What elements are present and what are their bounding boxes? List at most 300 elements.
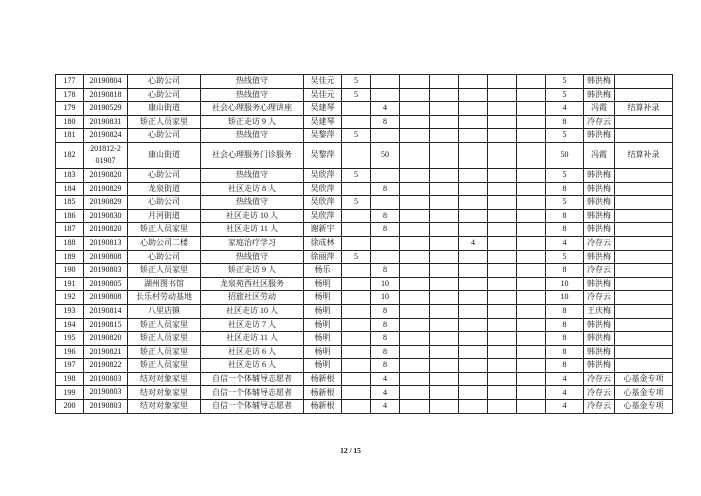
cell-hours-3 bbox=[400, 250, 430, 264]
cell-hours-6 bbox=[488, 264, 517, 278]
cell-hours-3 bbox=[400, 223, 430, 237]
cell-hours-2 bbox=[371, 196, 400, 210]
cell-volunteer: 杨明 bbox=[304, 304, 342, 318]
cell-hours-3 bbox=[400, 332, 430, 346]
cell-hours-7 bbox=[517, 209, 546, 223]
cell-date bbox=[84, 291, 128, 305]
cell-hours-4 bbox=[430, 291, 459, 305]
cell-date bbox=[84, 115, 128, 129]
date-text: 20190803 bbox=[89, 401, 122, 411]
date-text: 20190803 bbox=[89, 265, 122, 275]
table-row bbox=[56, 168, 673, 182]
cell-hours-4 bbox=[430, 168, 459, 182]
cell-hours-6 bbox=[488, 88, 517, 102]
cell-location: 矫正人员家里 bbox=[128, 359, 201, 373]
cell-remark: 结算补录 bbox=[615, 142, 673, 168]
cell-total: 8 bbox=[546, 209, 584, 223]
date-text: 20190820 bbox=[89, 224, 122, 234]
cell-hours-5 bbox=[459, 75, 488, 89]
cell-hours-5 bbox=[459, 264, 488, 278]
cell-hours-5 bbox=[459, 88, 488, 102]
cell-remark bbox=[615, 75, 673, 89]
cell-date bbox=[84, 236, 128, 250]
table-row bbox=[56, 264, 673, 278]
table-row bbox=[56, 209, 673, 223]
table-row bbox=[56, 223, 673, 237]
cell-hours-1 bbox=[342, 400, 371, 414]
cell-total: 5 bbox=[546, 129, 584, 143]
cell-hours-6 bbox=[488, 277, 517, 291]
cell-total: 4 bbox=[546, 236, 584, 250]
cell-hours-1 bbox=[342, 277, 371, 291]
cell-location: 心助公司 bbox=[128, 88, 201, 102]
cell-content: 自信一个体辅导志愿者 bbox=[201, 400, 304, 414]
cell-reviewer: 韩洪梅 bbox=[584, 345, 615, 359]
cell-hours-1 bbox=[342, 372, 371, 386]
cell-hours-5 bbox=[459, 102, 488, 116]
cell-hours-6 bbox=[488, 182, 517, 196]
cell-volunteer: 吴欣萍 bbox=[304, 182, 342, 196]
table-row bbox=[56, 345, 673, 359]
cell-hours-2: 4 bbox=[371, 372, 400, 386]
cell-total: 8 bbox=[546, 182, 584, 196]
table-row bbox=[56, 250, 673, 264]
cell-date bbox=[84, 264, 128, 278]
cell-volunteer: 杨乐 bbox=[304, 264, 342, 278]
cell-hours-7 bbox=[517, 250, 546, 264]
cell-hours-7 bbox=[517, 236, 546, 250]
cell-remark bbox=[615, 291, 673, 305]
table-row bbox=[56, 236, 673, 250]
cell-no: 191 bbox=[56, 277, 84, 291]
cell-hours-1 bbox=[342, 115, 371, 129]
cell-hours-1 bbox=[342, 102, 371, 116]
cell-hours-4 bbox=[430, 250, 459, 264]
cell-content: 社区走访 10 人 bbox=[201, 304, 304, 318]
cell-hours-6 bbox=[488, 345, 517, 359]
cell-hours-6 bbox=[488, 115, 517, 129]
cell-location: 矫正人员家里 bbox=[128, 264, 201, 278]
cell-remark bbox=[615, 115, 673, 129]
cell-no: 198 bbox=[56, 372, 84, 386]
cell-total: 8 bbox=[546, 318, 584, 332]
cell-hours-6 bbox=[488, 209, 517, 223]
cell-hours-1 bbox=[342, 209, 371, 223]
cell-volunteer: 吴佳元 bbox=[304, 88, 342, 102]
table-row bbox=[56, 318, 673, 332]
cell-volunteer: 杨明 bbox=[304, 332, 342, 346]
cell-no: 188 bbox=[56, 236, 84, 250]
cell-date bbox=[84, 386, 128, 400]
cell-date bbox=[84, 318, 128, 332]
cell-total: 5 bbox=[546, 196, 584, 210]
cell-date bbox=[84, 142, 128, 168]
cell-hours-4 bbox=[430, 264, 459, 278]
cell-remark bbox=[615, 88, 673, 102]
cell-volunteer: 杨明 bbox=[304, 359, 342, 373]
date-text: 201812-201907 bbox=[90, 143, 121, 166]
cell-hours-2: 10 bbox=[371, 291, 400, 305]
cell-hours-2: 8 bbox=[371, 223, 400, 237]
cell-no: 183 bbox=[56, 168, 84, 182]
table-row bbox=[56, 291, 673, 305]
cell-date bbox=[84, 277, 128, 291]
cell-hours-2: 8 bbox=[371, 209, 400, 223]
cell-volunteer: 吴佳元 bbox=[304, 75, 342, 89]
cell-hours-3 bbox=[400, 264, 430, 278]
date-text: 20190831 bbox=[89, 116, 122, 126]
cell-remark: 心基金专项 bbox=[615, 372, 673, 386]
date-text: 20190804 bbox=[89, 76, 122, 85]
cell-remark bbox=[615, 359, 673, 373]
cell-remark bbox=[615, 345, 673, 359]
cell-total: 8 bbox=[546, 345, 584, 359]
cell-hours-7 bbox=[517, 129, 546, 143]
cell-hours-2: 4 bbox=[371, 400, 400, 414]
cell-hours-4 bbox=[430, 209, 459, 223]
cell-reviewer: 冷存云 bbox=[584, 400, 615, 414]
cell-reviewer: 韩洪梅 bbox=[584, 332, 615, 346]
records-table bbox=[55, 74, 673, 414]
cell-hours-7 bbox=[517, 223, 546, 237]
cell-hours-3 bbox=[400, 304, 430, 318]
cell-location: 矫正人员家里 bbox=[128, 345, 201, 359]
cell-hours-6 bbox=[488, 386, 517, 400]
cell-location: 心助公司 bbox=[128, 129, 201, 143]
cell-location: 龙泉街道 bbox=[128, 182, 201, 196]
cell-hours-1 bbox=[342, 332, 371, 346]
cell-hours-4 bbox=[430, 345, 459, 359]
cell-hours-5 bbox=[459, 318, 488, 332]
date-text: 20190814 bbox=[89, 305, 122, 315]
cell-content: 热线值守 bbox=[201, 250, 304, 264]
cell-reviewer: 韩洪梅 bbox=[584, 88, 615, 102]
cell-hours-6 bbox=[488, 304, 517, 318]
cell-hours-5 bbox=[459, 196, 488, 210]
cell-reviewer: 冷存云 bbox=[584, 372, 615, 386]
cell-total: 8 bbox=[546, 332, 584, 346]
cell-hours-3 bbox=[400, 386, 430, 400]
cell-location: 结对对象家里 bbox=[128, 372, 201, 386]
cell-content: 社区走访 11 人 bbox=[201, 223, 304, 237]
cell-location: 康山街道 bbox=[128, 102, 201, 116]
cell-total: 50 bbox=[546, 142, 584, 168]
cell-location: 结对对象家里 bbox=[128, 386, 201, 400]
cell-hours-7 bbox=[517, 168, 546, 182]
cell-hours-2 bbox=[371, 88, 400, 102]
cell-total: 8 bbox=[546, 359, 584, 373]
cell-hours-2: 10 bbox=[371, 277, 400, 291]
table-row bbox=[56, 102, 673, 116]
cell-hours-7 bbox=[517, 75, 546, 89]
cell-hours-3 bbox=[400, 196, 430, 210]
cell-hours-2 bbox=[371, 250, 400, 264]
cell-content: 龙泉苑西社区服务 bbox=[201, 277, 304, 291]
cell-total: 4 bbox=[546, 386, 584, 400]
date-text: 20190808 bbox=[89, 292, 122, 302]
cell-hours-1 bbox=[342, 304, 371, 318]
cell-hours-4 bbox=[430, 359, 459, 373]
cell-location: 矫正人员家里 bbox=[128, 223, 201, 237]
cell-total: 4 bbox=[546, 372, 584, 386]
cell-no: 177 bbox=[56, 75, 84, 89]
table-row bbox=[56, 332, 673, 346]
cell-reviewer: 冷存云 bbox=[584, 115, 615, 129]
cell-hours-7 bbox=[517, 386, 546, 400]
cell-location: 月河街道 bbox=[128, 209, 201, 223]
cell-location: 长乐村劳动基地 bbox=[128, 291, 201, 305]
cell-volunteer: 吴欣萍 bbox=[304, 209, 342, 223]
cell-hours-3 bbox=[400, 359, 430, 373]
cell-content: 矫正走访 9 人 bbox=[201, 264, 304, 278]
cell-location: 心助公司 bbox=[128, 196, 201, 210]
cell-total: 5 bbox=[546, 168, 584, 182]
cell-hours-1: 5 bbox=[342, 129, 371, 143]
cell-content: 社区走访 10 人 bbox=[201, 209, 304, 223]
cell-volunteer: 吴欣萍 bbox=[304, 196, 342, 210]
cell-hours-5 bbox=[459, 332, 488, 346]
cell-hours-6 bbox=[488, 250, 517, 264]
cell-hours-7 bbox=[517, 88, 546, 102]
cell-hours-7 bbox=[517, 359, 546, 373]
cell-reviewer: 冷存云 bbox=[584, 291, 615, 305]
cell-no: 190 bbox=[56, 264, 84, 278]
cell-hours-5 bbox=[459, 386, 488, 400]
cell-hours-4 bbox=[430, 304, 459, 318]
cell-hours-2: 50 bbox=[371, 142, 400, 168]
cell-hours-5 bbox=[459, 372, 488, 386]
cell-hours-2: 4 bbox=[371, 386, 400, 400]
cell-content: 矫正走访 9 人 bbox=[201, 115, 304, 129]
cell-hours-1 bbox=[342, 182, 371, 196]
cell-hours-2: 8 bbox=[371, 304, 400, 318]
cell-hours-2: 4 bbox=[371, 102, 400, 116]
cell-hours-4 bbox=[430, 386, 459, 400]
cell-hours-1: 5 bbox=[342, 250, 371, 264]
cell-hours-3 bbox=[400, 291, 430, 305]
cell-hours-7 bbox=[517, 291, 546, 305]
cell-hours-5 bbox=[459, 223, 488, 237]
cell-hours-1 bbox=[342, 359, 371, 373]
cell-hours-6 bbox=[488, 129, 517, 143]
cell-hours-2: 8 bbox=[371, 182, 400, 196]
cell-date bbox=[84, 75, 128, 89]
date-text: 20190808 bbox=[89, 251, 122, 261]
cell-remark bbox=[615, 223, 673, 237]
cell-no: 196 bbox=[56, 345, 84, 359]
cell-hours-6 bbox=[488, 75, 517, 89]
cell-volunteer: 吴建琴 bbox=[304, 102, 342, 116]
cell-hours-3 bbox=[400, 142, 430, 168]
table-row bbox=[56, 386, 673, 400]
cell-volunteer: 杨明 bbox=[304, 318, 342, 332]
cell-location: 矫正人员家里 bbox=[128, 318, 201, 332]
cell-location: 湖州图书馆 bbox=[128, 277, 201, 291]
date-text: 20190829 bbox=[89, 197, 122, 207]
cell-date bbox=[84, 359, 128, 373]
cell-hours-1 bbox=[342, 223, 371, 237]
cell-hours-7 bbox=[517, 115, 546, 129]
cell-remark bbox=[615, 332, 673, 346]
cell-date bbox=[84, 250, 128, 264]
cell-volunteer: 徐成林 bbox=[304, 236, 342, 250]
cell-content: 热线值守 bbox=[201, 196, 304, 210]
cell-hours-6 bbox=[488, 168, 517, 182]
cell-date bbox=[84, 223, 128, 237]
cell-location: 结对对象家里 bbox=[128, 400, 201, 414]
cell-content: 自信一个体辅导志愿者 bbox=[201, 386, 304, 400]
date-text: 20190821 bbox=[89, 346, 122, 356]
cell-hours-1: 5 bbox=[342, 75, 371, 89]
cell-date bbox=[84, 345, 128, 359]
cell-no: 189 bbox=[56, 250, 84, 264]
cell-date bbox=[84, 209, 128, 223]
cell-total: 10 bbox=[546, 277, 584, 291]
cell-hours-5 bbox=[459, 182, 488, 196]
cell-hours-3 bbox=[400, 318, 430, 332]
cell-remark: 心基金专项 bbox=[615, 400, 673, 414]
cell-hours-7 bbox=[517, 332, 546, 346]
cell-hours-3 bbox=[400, 129, 430, 143]
cell-remark bbox=[615, 304, 673, 318]
cell-remark bbox=[615, 264, 673, 278]
cell-hours-3 bbox=[400, 75, 430, 89]
cell-remark bbox=[615, 182, 673, 196]
cell-content: 热线值守 bbox=[201, 88, 304, 102]
cell-reviewer: 韩洪梅 bbox=[584, 196, 615, 210]
cell-hours-3 bbox=[400, 277, 430, 291]
cell-hours-1: 5 bbox=[342, 168, 371, 182]
cell-hours-5: 4 bbox=[459, 236, 488, 250]
cell-volunteer: 吴建琴 bbox=[304, 115, 342, 129]
cell-reviewer: 韩洪梅 bbox=[584, 75, 615, 89]
cell-hours-1: 5 bbox=[342, 196, 371, 210]
cell-hours-5 bbox=[459, 359, 488, 373]
table-row bbox=[56, 304, 673, 318]
cell-reviewer: 冷存云 bbox=[584, 264, 615, 278]
cell-volunteer: 杨新根 bbox=[304, 386, 342, 400]
cell-date bbox=[84, 400, 128, 414]
cell-hours-4 bbox=[430, 318, 459, 332]
cell-content: 社区走访 8 人 bbox=[201, 182, 304, 196]
cell-content: 热线值守 bbox=[201, 129, 304, 143]
cell-total: 8 bbox=[546, 264, 584, 278]
cell-reviewer: 韩洪梅 bbox=[584, 209, 615, 223]
cell-date bbox=[84, 102, 128, 116]
cell-volunteer: 杨新根 bbox=[304, 372, 342, 386]
cell-hours-1 bbox=[342, 236, 371, 250]
cell-hours-3 bbox=[400, 168, 430, 182]
table-row bbox=[56, 196, 673, 210]
cell-volunteer: 杨明 bbox=[304, 291, 342, 305]
table-row bbox=[56, 88, 673, 102]
cell-hours-7 bbox=[517, 372, 546, 386]
cell-hours-4 bbox=[430, 196, 459, 210]
cell-hours-7 bbox=[517, 264, 546, 278]
cell-content: 社区走访 6 人 bbox=[201, 345, 304, 359]
cell-reviewer: 韩洪梅 bbox=[584, 129, 615, 143]
table-row bbox=[56, 142, 673, 168]
cell-reviewer: 韩洪梅 bbox=[584, 318, 615, 332]
cell-no: 195 bbox=[56, 332, 84, 346]
cell-hours-2 bbox=[371, 236, 400, 250]
date-text: 20190805 bbox=[89, 278, 122, 288]
cell-date bbox=[84, 88, 128, 102]
cell-remark: 心基金专项 bbox=[615, 386, 673, 400]
cell-hours-2 bbox=[371, 129, 400, 143]
cell-hours-1 bbox=[342, 386, 371, 400]
cell-location: 心助公司 bbox=[128, 75, 201, 89]
table-row bbox=[56, 277, 673, 291]
cell-location: 心助公司二楼 bbox=[128, 236, 201, 250]
date-text: 20190829 bbox=[89, 183, 122, 193]
cell-remark bbox=[615, 196, 673, 210]
cell-content: 社区走访 6 人 bbox=[201, 359, 304, 373]
cell-content: 自信一个体辅导志愿者 bbox=[201, 372, 304, 386]
cell-date bbox=[84, 168, 128, 182]
cell-hours-4 bbox=[430, 102, 459, 116]
cell-volunteer: 谢新宇 bbox=[304, 223, 342, 237]
cell-volunteer: 杨明 bbox=[304, 277, 342, 291]
cell-hours-1 bbox=[342, 264, 371, 278]
date-text: 20190824 bbox=[89, 130, 122, 140]
cell-hours-1 bbox=[342, 291, 371, 305]
cell-reviewer: 韩洪梅 bbox=[584, 359, 615, 373]
cell-hours-4 bbox=[430, 142, 459, 168]
cell-location: 矫正人员家里 bbox=[128, 332, 201, 346]
cell-hours-6 bbox=[488, 332, 517, 346]
cell-content: 家庭治疗学习 bbox=[201, 236, 304, 250]
cell-no: 179 bbox=[56, 102, 84, 116]
table-row bbox=[56, 75, 673, 89]
date-text: 20190813 bbox=[89, 237, 122, 247]
cell-no: 187 bbox=[56, 223, 84, 237]
cell-content: 社会心理服务心理讲座 bbox=[201, 102, 304, 116]
cell-hours-7 bbox=[517, 196, 546, 210]
cell-hours-2 bbox=[371, 75, 400, 89]
cell-content: 招旅社区劳动 bbox=[201, 291, 304, 305]
cell-total: 4 bbox=[546, 102, 584, 116]
cell-hours-4 bbox=[430, 223, 459, 237]
cell-no: 186 bbox=[56, 209, 84, 223]
cell-total: 8 bbox=[546, 115, 584, 129]
date-text: 20190529 bbox=[89, 103, 122, 113]
cell-hours-3 bbox=[400, 372, 430, 386]
cell-hours-3 bbox=[400, 102, 430, 116]
cell-no: 181 bbox=[56, 129, 84, 143]
cell-no: 185 bbox=[56, 196, 84, 210]
cell-hours-6 bbox=[488, 359, 517, 373]
cell-hours-4 bbox=[430, 115, 459, 129]
cell-hours-2: 8 bbox=[371, 359, 400, 373]
cell-volunteer: 徐丽萍 bbox=[304, 250, 342, 264]
cell-hours-6 bbox=[488, 196, 517, 210]
cell-hours-6 bbox=[488, 236, 517, 250]
cell-hours-1 bbox=[342, 345, 371, 359]
cell-hours-6 bbox=[488, 291, 517, 305]
cell-hours-1 bbox=[342, 142, 371, 168]
cell-hours-3 bbox=[400, 88, 430, 102]
cell-date bbox=[84, 182, 128, 196]
cell-hours-4 bbox=[430, 372, 459, 386]
table-row bbox=[56, 129, 673, 143]
cell-no: 192 bbox=[56, 291, 84, 305]
cell-reviewer: 韩洪梅 bbox=[584, 277, 615, 291]
cell-hours-1 bbox=[342, 318, 371, 332]
cell-volunteer: 吴黎萍 bbox=[304, 142, 342, 168]
cell-total: 4 bbox=[546, 400, 584, 414]
cell-hours-7 bbox=[517, 345, 546, 359]
